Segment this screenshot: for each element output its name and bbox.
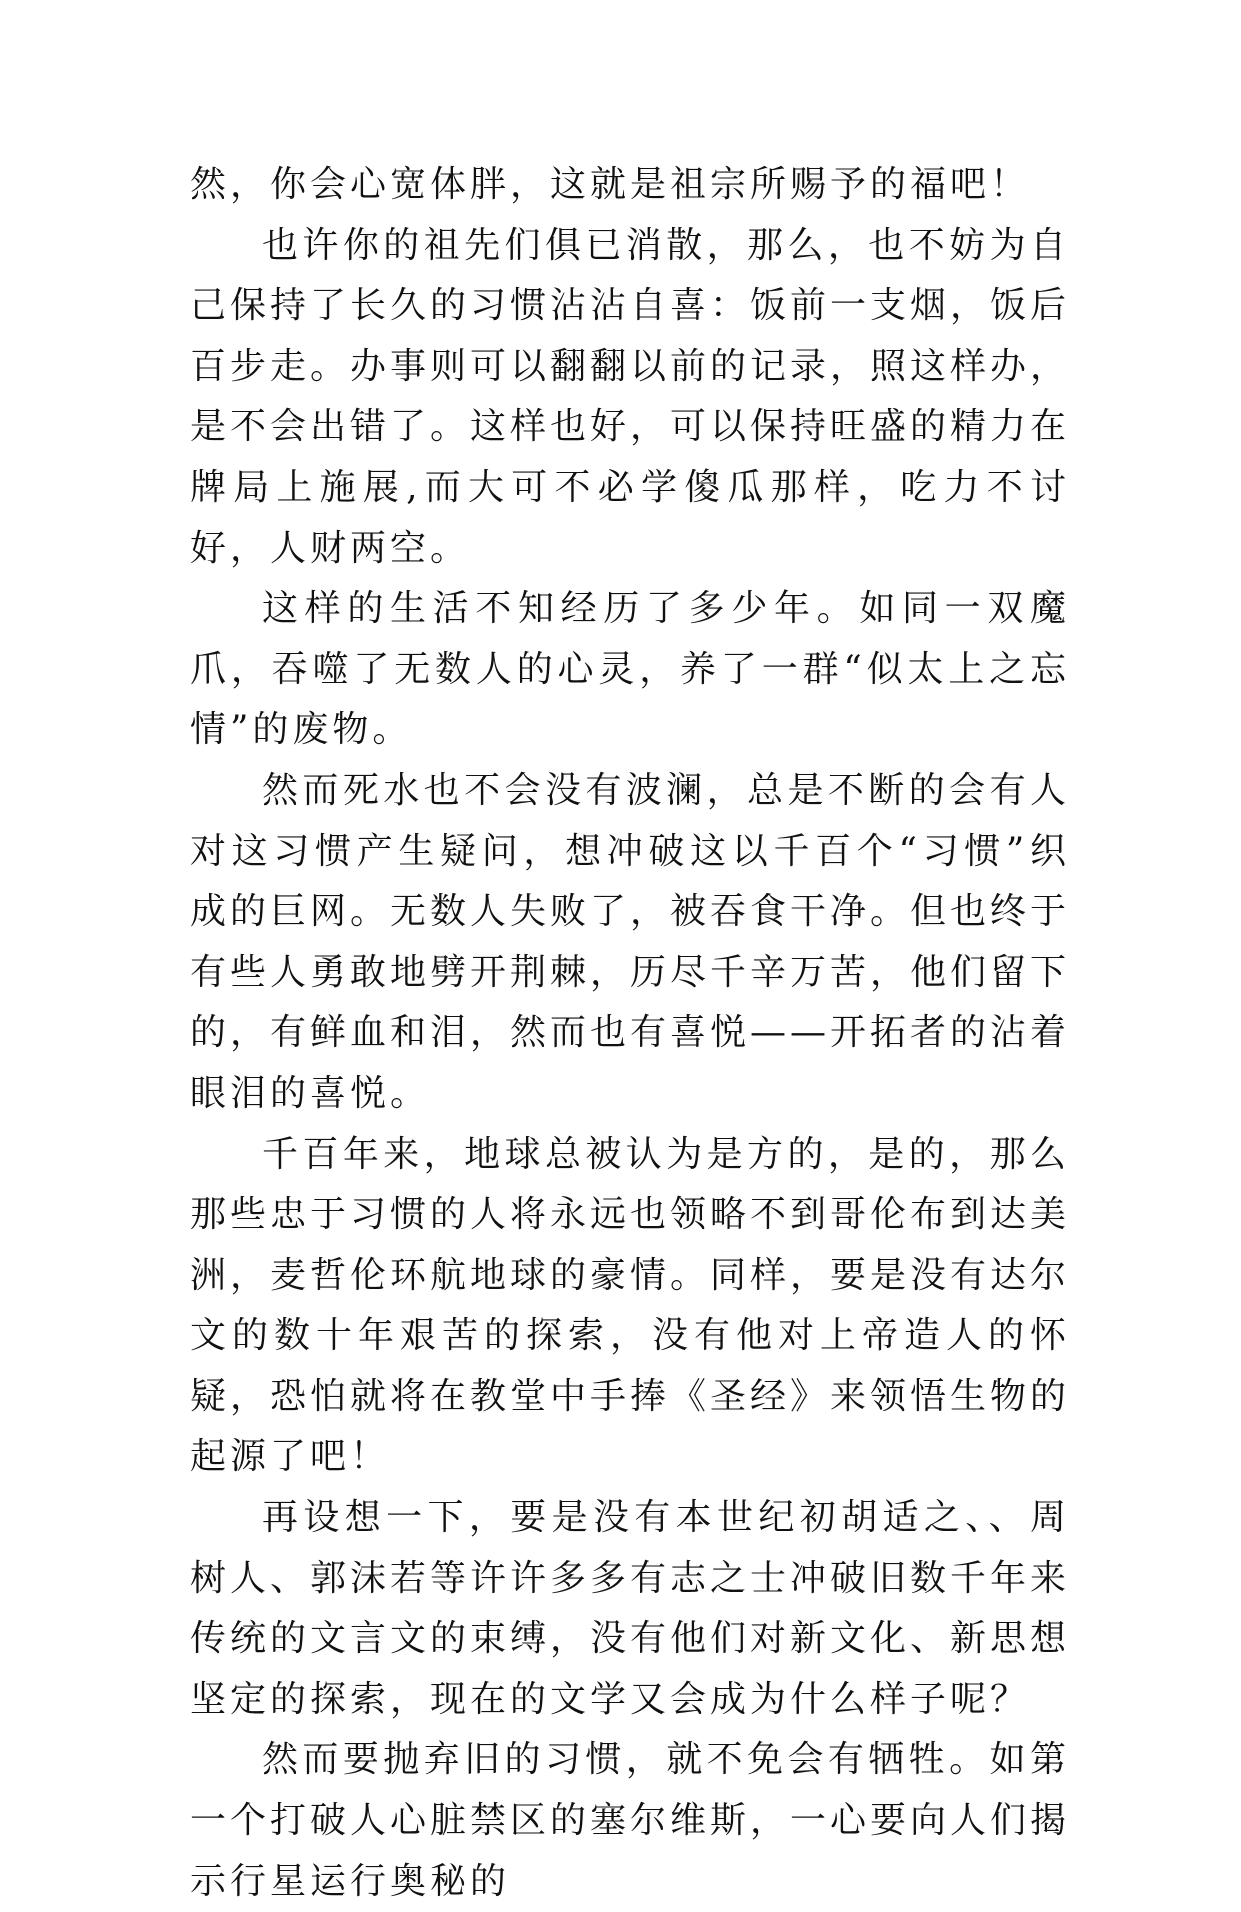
paragraph: 千百年来，地球总被认为是方的，是的，那么那些忠于习惯的人将永远也领略不到哥伦布到达美洲，麦哲伦环航地球的豪情。同样，要是没有达尔文的数十年艰苦的探索，没有他对上帝造人的怀疑，恐怕就将在教堂中手捧《圣经》来领悟生物的起源了吧！ [190,1133,1071,1478]
paragraph: 然而死水也不会没有波澜，总是不断的会有人对这习惯产生疑问，想冲破这以千百个“习惯”织成的巨网。无数人失败了，被吞食干净。但也终于有些人勇敢地劈开荆棘，历尽千辛万苦，他们留下的，有鲜血和泪，然而也有喜悦——开拓者的沾着眼泪的喜悦。 [190,769,1071,1114]
paragraph: 也许你的祖先们俱已消散，那么，也不妨为自己保持了长久的习惯沾沾自喜：饭前一支烟，饭后百步走。办事则可以翻翻以前的记录，照这样办，是不会出错了。这样也好，可以保持旺盛的精力在牌局上施展,而大可不必学傻瓜那样，吃力不讨好，人财两空。 [190,224,1071,569]
paragraph-continued: 然，你会心宽体胖，这就是祖宗所赐予的福吧！ [190,164,1031,205]
paragraph: 然而要抛弃旧的习惯，就不免会有牺牲。如第一个打破人心脏禁区的塞尔维斯，一心要向人们揭示行星运行奥秘的 [190,1739,1071,1902]
paragraph: 再设想一下，要是没有本世纪初胡适之、、周树人、郭沫若等许许多多有志之士冲破旧数千年来传统的文言文的束缚，没有他们对新文化、新思想坚定的探索，现在的文学又会成为什么样子呢？ [190,1497,1071,1720]
paragraph: 这样的生活不知经历了多少年。如同一双魔爪，吞噬了无数人的心灵，养了一群“似太上之忘情”的废物。 [190,588,1070,751]
body-text [190,155,1070,1912]
